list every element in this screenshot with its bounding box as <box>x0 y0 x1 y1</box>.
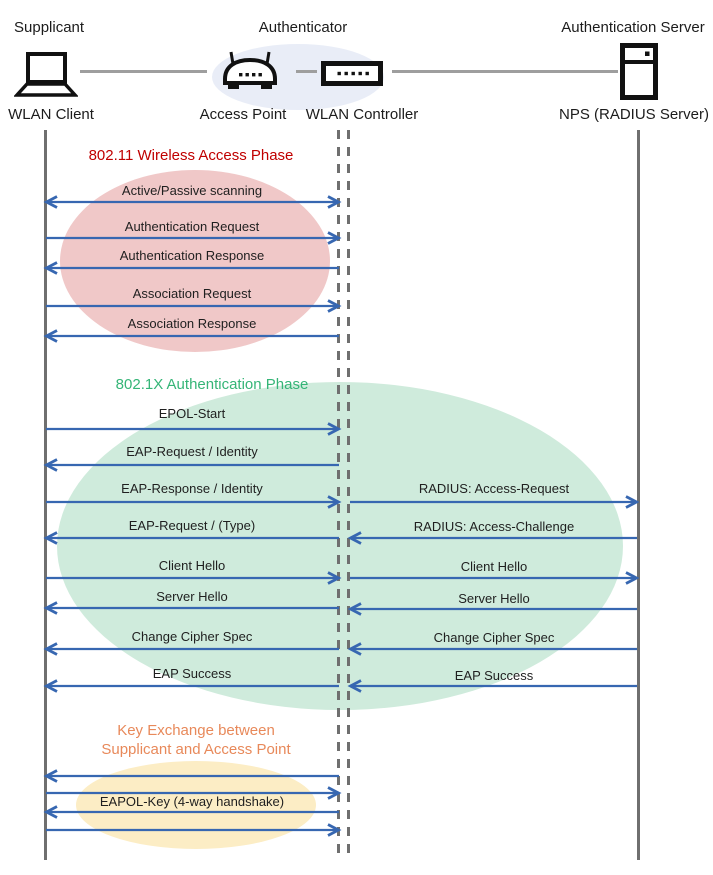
role-supplicant: Supplicant <box>14 19 85 36</box>
device-nps-radius-server: NPS (RADIUS Server) <box>558 106 710 123</box>
message-label: RADIUS: Access-Request <box>418 481 570 496</box>
message-label: EAP Success <box>454 668 534 683</box>
message-label: EAP-Response / Identity <box>121 481 263 496</box>
phase-8021x-title <box>42 375 382 394</box>
message-label: Client Hello <box>460 559 528 574</box>
message-label: Change Cipher Spec <box>433 630 555 645</box>
message-label: Server Hello <box>458 591 530 606</box>
message-label: EAPOL-Key (4-way handshake) <box>99 794 285 809</box>
message-label: Association Request <box>132 286 252 301</box>
device-wlan-controller: WLAN Controller <box>305 106 419 123</box>
message-label: Active/Passive scanning <box>121 183 263 198</box>
message-label: EAP-Request / (Type) <box>128 518 256 533</box>
message-label: Change Cipher Spec <box>131 629 253 644</box>
message-label: Server Hello <box>156 589 228 604</box>
phase-80211-title <box>21 146 361 165</box>
role-authentication-server: Authentication Server <box>561 19 705 36</box>
phase-title-line: Key Exchange between <box>117 722 275 739</box>
message-label: EPOL-Start <box>158 406 226 421</box>
device-access-point: Access Point <box>199 106 287 123</box>
message-label: EAP Success <box>152 666 232 681</box>
phase-title-line: 802.1X Authentication Phase <box>115 375 309 393</box>
phase-key-exchange-title <box>26 721 366 759</box>
message-label: EAP-Request / Identity <box>126 444 258 459</box>
device-wlan-client: WLAN Client <box>8 106 94 123</box>
role-authenticator: Authenticator <box>258 19 348 36</box>
phase-title-line: 802.11 Wireless Access Phase <box>88 146 294 164</box>
message-label: Authentication Request <box>124 219 260 234</box>
message-label: Authentication Response <box>119 248 265 263</box>
phase-title-line: Supplicant and Access Point <box>101 741 291 758</box>
message-label: Association Response <box>127 316 257 331</box>
message-label: Client Hello <box>158 558 226 573</box>
message-label: RADIUS: Access-Challenge <box>413 519 575 534</box>
